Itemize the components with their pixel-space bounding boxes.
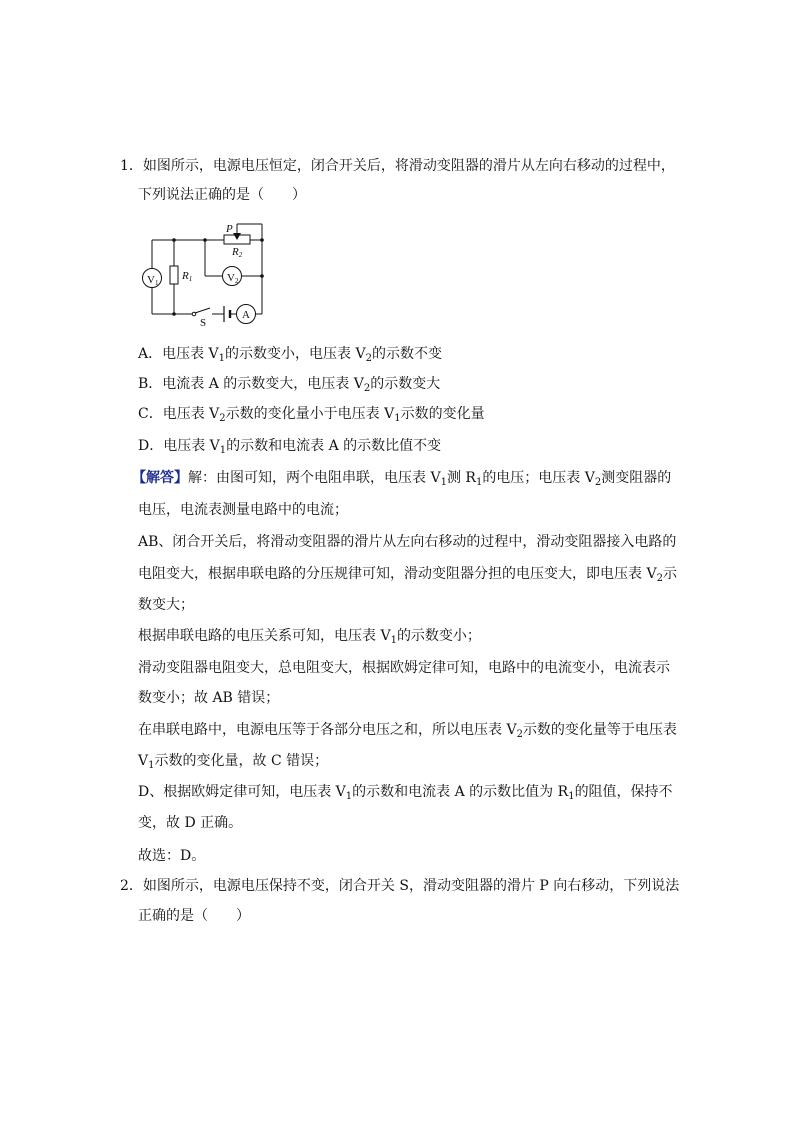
answer-text: 电阻变大，根据串联电路的分压规律可知，滑动变阻器分担的电压变大，即电压表 V <box>138 566 657 582</box>
option-b-sub: 2 <box>363 383 371 394</box>
answer-text: 的阻值，保持不 <box>574 784 673 800</box>
answer-text: 的示数变小； <box>396 628 481 644</box>
answer-text: 解：由图可知，两个电阻串联，电压表 V <box>188 470 441 486</box>
label-v2: V2 <box>227 272 239 285</box>
label-r1: R1 <box>182 270 193 283</box>
label-s: S <box>200 317 207 328</box>
answer-sub: 1 <box>475 477 483 488</box>
junction-dot <box>172 312 176 316</box>
answer-line-5: 数变大； <box>138 597 194 613</box>
option-a-sub: 1 <box>218 353 226 364</box>
option-d-text: 的示数和电流表 A 的示数比值不变 <box>226 438 442 454</box>
answer-line-6 <box>138 626 481 646</box>
answer-sub: 2 <box>656 573 663 584</box>
answer-line-7: 滑动变阻器电阻变大，总电阻变大，根据欧姆定律可知，电路中的电流变小，电流表示 <box>138 660 670 676</box>
option-d <box>138 436 441 456</box>
answer-text: 示 <box>662 566 677 582</box>
option-a-text: 的示数变小，电压表 V <box>225 346 366 362</box>
answer-text: 的电压；电压表 V <box>482 470 595 486</box>
option-c-text: 示数的变化量小于电压表 V <box>225 406 395 422</box>
q1-stem-line1 <box>120 156 675 176</box>
answer-tag: 【解答】 <box>132 470 188 486</box>
option-c <box>138 404 485 424</box>
answer-sub: 1 <box>390 635 397 646</box>
option-a <box>138 344 442 364</box>
junction-dot <box>260 238 264 242</box>
junction-dot <box>260 274 264 278</box>
option-b <box>138 374 440 394</box>
label-v1: V1 <box>147 274 159 287</box>
option-d-text: D．电压表 V <box>138 438 220 454</box>
label-p: P <box>226 223 233 235</box>
answer-sub: 1 <box>148 760 155 771</box>
option-d-sub: 1 <box>219 445 227 456</box>
answer-sub: 1 <box>568 791 575 802</box>
answer-text: 测变阻器的 <box>601 470 672 486</box>
answer-sub: 2 <box>594 477 602 488</box>
answer-sub: 2 <box>516 729 523 740</box>
circuit-diagram <box>138 216 278 328</box>
q1-stem-line2: 下列说法正确的是（ ） <box>138 187 306 203</box>
answer-line-4 <box>138 564 677 584</box>
answer-sub: 1 <box>345 791 353 802</box>
answer-line-3: AB、闭合开关后，将滑动变阻器的滑片从左向右移动的过程中，滑动变阻器接入电路的 <box>138 534 677 550</box>
q1-stem-text1: 如图所示，电源电压恒定，闭合开关后，将滑动变阻器的滑片从左向右移动的过程中， <box>142 158 675 174</box>
answer-text: V <box>138 753 149 769</box>
answer-text: 示数的变化量，故 C 错误； <box>154 753 329 769</box>
switch-contact-icon <box>192 312 196 316</box>
answer-line-11 <box>138 782 673 802</box>
answer-text: 的示数和电流表 A 的示数比值为 R <box>352 784 569 800</box>
q2-stem-text1: 如图所示，电源电压保持不变，闭合开关 S，滑动变阻器的滑片 P 向右移动，下列说法 <box>142 878 680 894</box>
option-c-text: 示数的变化量 <box>400 406 485 422</box>
answer-text: 示数的变化量等于电压表 <box>522 722 677 738</box>
option-a-text: 的示数不变 <box>371 346 442 362</box>
option-b-text: B．电流表 A 的示数变大，电压表 V <box>138 376 364 392</box>
slider-arrow-icon <box>233 233 241 240</box>
label-a: A <box>242 309 250 321</box>
q1-number: 1． <box>120 158 143 174</box>
option-c-sub: 2 <box>219 413 226 424</box>
q2-stem-line2: 正确的是（ ） <box>138 908 250 924</box>
answer-text: D、根据欧姆定律可知，电压表 V <box>138 784 346 800</box>
answer-text: 在串联电路中，电源电压等于各部分电压之和，所以电压表 V <box>138 722 517 738</box>
answer-sub: 1 <box>440 477 447 488</box>
option-c-text: C．电压表 V <box>138 406 220 422</box>
option-a-sub: 2 <box>365 353 372 364</box>
answer-line-8: 数变小；故 AB 错误； <box>138 690 280 706</box>
junction-dot <box>203 238 207 242</box>
option-b-text: 的示数变大 <box>370 376 441 392</box>
junction-dot <box>172 238 176 242</box>
answer-line-12: 变，故 D 正确。 <box>138 815 243 831</box>
q2-number: 2． <box>120 878 143 894</box>
q2-stem-line1 <box>120 876 679 896</box>
answer-line-2: 电压，电流表测量电路中的电流； <box>138 502 348 518</box>
option-c-sub: 1 <box>394 413 401 424</box>
answer-line-1 <box>132 468 671 488</box>
answer-line-9 <box>138 720 677 740</box>
answer-line-13: 故选：D。 <box>138 848 206 864</box>
label-r2: R2 <box>232 246 243 259</box>
answer-text: 根据串联电路的电压关系可知，电压表 V <box>138 628 391 644</box>
answer-text: 测 R <box>446 470 476 486</box>
answer-line-10 <box>138 751 328 771</box>
option-a-text: A．电压表 V <box>138 346 219 362</box>
